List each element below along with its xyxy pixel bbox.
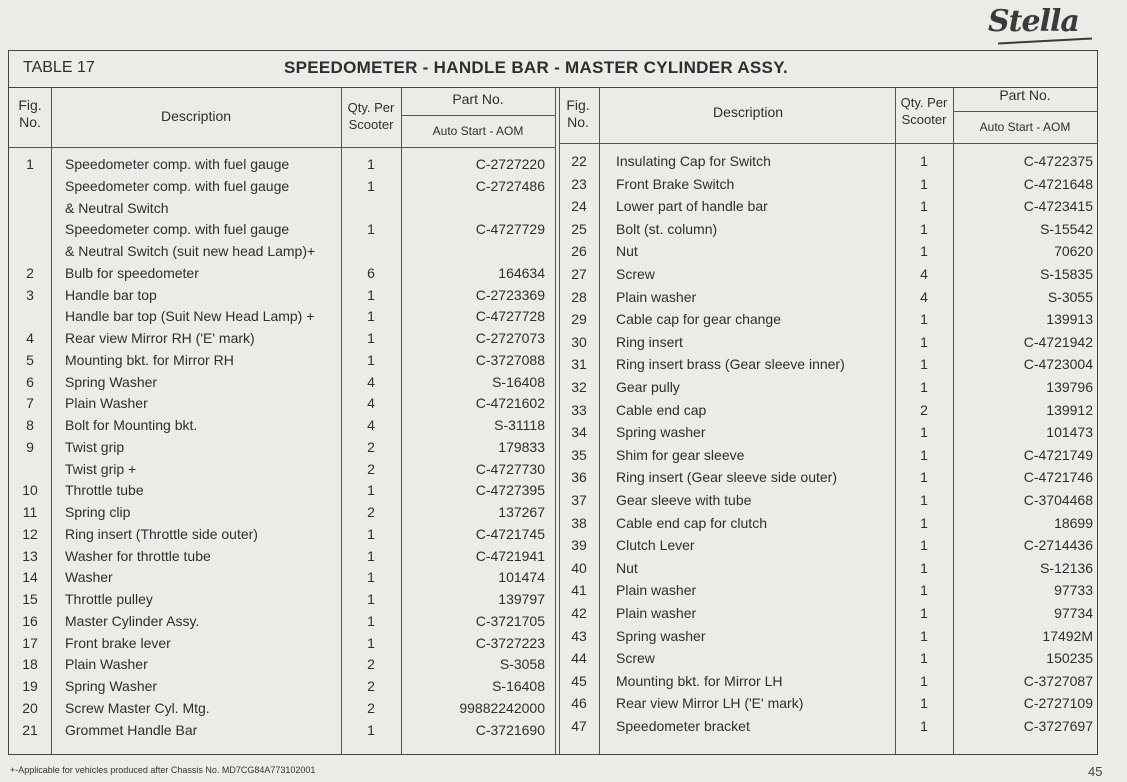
page-number: 45 bbox=[1088, 764, 1103, 779]
row-fig: 14 bbox=[22, 569, 38, 586]
row-qty: 1 bbox=[367, 634, 375, 651]
row-part-number: C-4721602 bbox=[475, 395, 545, 412]
row-description: Lower part of handle bar bbox=[616, 198, 768, 215]
row-fig: 24 bbox=[571, 198, 587, 215]
row-part-number: S-16408 bbox=[492, 678, 545, 694]
row-qty: 1 bbox=[920, 672, 928, 689]
row-fig bbox=[9, 219, 51, 239]
row-description: Nut bbox=[616, 243, 638, 260]
row-description: Gear pully bbox=[616, 379, 680, 395]
row-description: Plain washer bbox=[616, 288, 697, 305]
row-fig: 26 bbox=[571, 243, 587, 260]
row-part-number: C-4723004 bbox=[1023, 356, 1093, 373]
row-description: Handle bar top bbox=[65, 286, 157, 303]
row-qty: 2 bbox=[367, 504, 375, 520]
row-fig: 22 bbox=[571, 153, 587, 169]
row-qty: 2 bbox=[367, 678, 375, 694]
row-part-number: C-4722375 bbox=[1023, 153, 1093, 169]
parts-table bbox=[8, 50, 1098, 755]
row-fig: 47 bbox=[571, 718, 587, 734]
row-description: Ring insert (Throttle side outer) bbox=[65, 525, 258, 542]
row-qty: 4 bbox=[367, 373, 375, 390]
row-fig: 45 bbox=[571, 672, 587, 689]
row-part-number: 101474 bbox=[498, 569, 545, 586]
row-qty: 1 bbox=[367, 612, 375, 629]
row-fig: 19 bbox=[22, 678, 38, 694]
row-qty: 1 bbox=[920, 650, 928, 667]
row-part-number: 139796 bbox=[1046, 379, 1093, 395]
header-bottom-line bbox=[559, 143, 1097, 144]
row-fig: 33 bbox=[571, 401, 587, 418]
row-qty: 1 bbox=[920, 356, 928, 373]
row-qty: 1 bbox=[367, 721, 375, 738]
row-description: Mounting bkt. for Mirror RH bbox=[65, 351, 234, 368]
row-qty: 1 bbox=[920, 718, 928, 734]
row-qty: 1 bbox=[920, 446, 928, 463]
row-description: Front Brake Switch bbox=[616, 175, 735, 192]
row-part-number: S-15542 bbox=[1040, 220, 1093, 237]
row-part-number: C-2727073 bbox=[475, 330, 545, 346]
row-part-number bbox=[405, 198, 545, 218]
row-description: Cable end cap for clutch bbox=[616, 514, 767, 531]
header-bottom-line bbox=[9, 147, 555, 148]
row-qty: 1 bbox=[920, 492, 928, 508]
row-part-number: 97733 bbox=[1054, 582, 1093, 599]
row-fig: 10 bbox=[22, 482, 38, 499]
row-qty: 4 bbox=[920, 266, 928, 282]
row-fig: 9 bbox=[26, 438, 34, 455]
row-description: Plain washer bbox=[616, 582, 697, 599]
row-fig: 35 bbox=[571, 446, 587, 463]
row-part-number: S-15835 bbox=[1040, 266, 1093, 282]
row-qty: 1 bbox=[920, 153, 928, 169]
row-fig: 16 bbox=[22, 612, 38, 629]
row-qty: 1 bbox=[367, 286, 375, 303]
row-description: Bolt for Mounting bkt. bbox=[65, 417, 198, 433]
row-qty: 1 bbox=[367, 330, 375, 346]
row-fig bbox=[9, 198, 51, 218]
row-description: Insulating Cap for Switch bbox=[616, 153, 771, 169]
row-fig: 30 bbox=[571, 333, 587, 350]
row-qty: 1 bbox=[920, 175, 928, 192]
row-part-number: C-2714436 bbox=[1023, 537, 1093, 554]
row-qty: 1 bbox=[920, 469, 928, 486]
row-qty: 1 bbox=[920, 582, 928, 599]
partno-divider bbox=[953, 111, 1097, 112]
row-description: Speedometer bracket bbox=[616, 718, 750, 734]
row-fig: 20 bbox=[22, 699, 38, 716]
row-qty: 1 bbox=[920, 695, 928, 712]
row-description: Handle bar top (Suit New Head Lamp) + bbox=[65, 308, 315, 325]
row-qty: 6 bbox=[367, 264, 375, 281]
column-divider bbox=[401, 87, 402, 754]
row-description: Ring insert (Gear sleeve side outer) bbox=[616, 469, 837, 486]
header-partno-left: Part No. bbox=[452, 91, 504, 107]
row-part-number: C-4721941 bbox=[475, 547, 545, 564]
row-description: Spring Washer bbox=[65, 373, 158, 390]
row-part-number: S-12136 bbox=[1040, 559, 1093, 576]
row-description: Twist grip bbox=[65, 438, 125, 455]
row-description: Bolt (st. column) bbox=[616, 220, 718, 237]
row-part-number: 150235 bbox=[1046, 650, 1093, 667]
row-part-number: C-4727395 bbox=[475, 482, 545, 499]
row-part-number: C-4727728 bbox=[475, 308, 545, 325]
row-fig: 4 bbox=[26, 330, 34, 346]
row-part-number: C-3721705 bbox=[475, 612, 545, 629]
header-qty-left: Qty. Per Scooter bbox=[347, 100, 395, 132]
brand-logo: Stella bbox=[988, 4, 1098, 44]
row-fig: 18 bbox=[22, 656, 38, 673]
header-partno-right: Part No. bbox=[999, 87, 1051, 103]
row-description: Screw Master Cyl. Mtg. bbox=[65, 699, 210, 716]
column-divider bbox=[599, 87, 600, 754]
row-part-number: 139913 bbox=[1046, 311, 1093, 328]
row-fig: 46 bbox=[571, 695, 587, 712]
row-fig: 11 bbox=[22, 504, 38, 520]
row-fig: 34 bbox=[571, 424, 587, 441]
row-description: Spring Washer bbox=[65, 678, 158, 694]
row-part-number: C-2727109 bbox=[1023, 695, 1093, 712]
row-part-number: C-4727730 bbox=[475, 460, 545, 477]
row-description: Throttle pulley bbox=[65, 591, 153, 607]
row-description: Front brake lever bbox=[65, 634, 171, 651]
row-fig: 38 bbox=[571, 514, 587, 531]
row-fig: 17 bbox=[22, 634, 38, 651]
row-fig: 29 bbox=[571, 311, 587, 328]
row-description: Rear view Mirror LH ('E' mark) bbox=[616, 695, 804, 712]
row-fig: 31 bbox=[571, 356, 587, 373]
row-fig bbox=[9, 459, 51, 479]
row-description: Ring insert brass (Gear sleeve inner) bbox=[616, 356, 845, 373]
column-divider bbox=[51, 87, 52, 754]
row-fig: 13 bbox=[22, 547, 38, 564]
row-qty: 1 bbox=[367, 221, 375, 238]
row-fig: 15 bbox=[22, 591, 38, 607]
partno-divider bbox=[401, 115, 555, 116]
row-part-number: C-4721942 bbox=[1023, 333, 1093, 350]
row-description: Shim for gear sleeve bbox=[616, 446, 745, 463]
table-title: SPEEDOMETER - HANDLE BAR - MASTER CYLINDER ASSY. bbox=[284, 58, 788, 77]
row-qty: 1 bbox=[367, 351, 375, 368]
row-description: Speedometer comp. with fuel gauge bbox=[65, 221, 290, 238]
row-part-number: C-2723369 bbox=[475, 286, 545, 303]
row-part-number: 17492M bbox=[1042, 627, 1093, 644]
row-part-number: C-3704468 bbox=[1023, 492, 1093, 508]
row-fig: 5 bbox=[26, 351, 34, 368]
row-qty bbox=[341, 198, 401, 218]
row-fig: 25 bbox=[571, 220, 587, 237]
row-fig: 27 bbox=[571, 266, 587, 282]
column-divider bbox=[555, 87, 556, 754]
row-part-number: 101473 bbox=[1046, 424, 1093, 441]
row-qty: 1 bbox=[367, 525, 375, 542]
row-part-number: 97734 bbox=[1054, 605, 1093, 621]
row-fig: 28 bbox=[571, 288, 587, 305]
row-description: Washer for throttle tube bbox=[65, 547, 211, 564]
row-fig bbox=[9, 306, 51, 326]
row-qty: 1 bbox=[367, 482, 375, 499]
row-description: Speedometer comp. with fuel gauge bbox=[65, 177, 290, 194]
row-qty: 1 bbox=[920, 333, 928, 350]
row-fig: 37 bbox=[571, 492, 587, 508]
row-description: Plain washer bbox=[616, 605, 697, 621]
row-part-number: 139912 bbox=[1046, 401, 1093, 418]
row-description: Spring clip bbox=[65, 504, 131, 520]
footnote: +-Applicable for vehicles produced after Chassis No. MD7CG84A773102001 bbox=[10, 765, 316, 775]
row-part-number: 70620 bbox=[1054, 243, 1093, 260]
row-fig: 44 bbox=[571, 650, 587, 667]
header-autostart-right: Auto Start - AOM bbox=[979, 120, 1071, 134]
row-fig: 8 bbox=[26, 417, 34, 433]
row-fig: 7 bbox=[26, 395, 34, 412]
row-qty: 2 bbox=[367, 438, 375, 455]
row-fig: 3 bbox=[26, 286, 34, 303]
row-qty: 2 bbox=[367, 656, 375, 673]
row-part-number: 179833 bbox=[498, 438, 545, 455]
row-qty: 1 bbox=[367, 569, 375, 586]
row-qty: 4 bbox=[367, 417, 375, 433]
row-part-number: C-3727087 bbox=[1023, 672, 1093, 689]
row-part-number bbox=[405, 241, 545, 261]
row-qty: 2 bbox=[367, 460, 375, 477]
row-fig: 21 bbox=[22, 721, 38, 738]
row-fig: 1 bbox=[26, 156, 34, 172]
row-qty: 1 bbox=[920, 311, 928, 328]
row-qty: 1 bbox=[920, 559, 928, 576]
row-part-number: 99882242000 bbox=[459, 699, 545, 716]
row-description: Speedometer comp. with fuel gauge bbox=[65, 156, 290, 172]
row-description: Ring insert bbox=[616, 333, 683, 350]
row-part-number: S-3058 bbox=[499, 656, 545, 673]
row-fig: 40 bbox=[571, 559, 587, 576]
row-qty: 1 bbox=[920, 198, 928, 215]
row-description: Twist grip + bbox=[65, 460, 137, 477]
row-fig bbox=[9, 241, 51, 261]
row-part-number: S-3055 bbox=[1047, 288, 1093, 305]
header-fig-right: Fig. No. bbox=[566, 97, 590, 130]
row-fig: 36 bbox=[571, 469, 587, 486]
header-description-left: Description bbox=[160, 108, 232, 124]
row-part-number: C-4721648 bbox=[1023, 175, 1093, 192]
row-fig bbox=[9, 176, 51, 196]
row-description: Plain Washer bbox=[65, 395, 148, 412]
row-qty: 2 bbox=[920, 401, 928, 418]
row-description: Washer bbox=[65, 569, 113, 586]
row-qty: 1 bbox=[920, 424, 928, 441]
row-part-number: 139797 bbox=[498, 591, 545, 607]
row-part-number: C-4721745 bbox=[475, 525, 545, 542]
row-fig: 12 bbox=[22, 525, 38, 542]
header-qty-right: Qty. Per Scooter bbox=[900, 95, 948, 127]
row-fig: 39 bbox=[571, 537, 587, 554]
row-fig: 32 bbox=[571, 379, 587, 395]
row-description: Throttle tube bbox=[65, 482, 144, 499]
row-qty: 1 bbox=[367, 591, 375, 607]
row-description: Bulb for speedometer bbox=[65, 264, 199, 281]
row-fig: 42 bbox=[571, 605, 587, 621]
row-qty: 1 bbox=[920, 627, 928, 644]
row-description: Screw bbox=[616, 650, 655, 667]
row-description: & Neutral Switch bbox=[65, 199, 169, 216]
row-qty: 1 bbox=[367, 308, 375, 325]
row-fig: 6 bbox=[26, 373, 34, 390]
row-description: Cable end cap bbox=[616, 401, 707, 418]
row-description: Mounting bkt. for Mirror LH bbox=[616, 672, 783, 689]
row-part-number: C-4721749 bbox=[1023, 446, 1093, 463]
row-qty: 1 bbox=[920, 379, 928, 395]
row-qty: 4 bbox=[367, 395, 375, 412]
row-qty: 1 bbox=[920, 243, 928, 260]
row-fig: 43 bbox=[571, 627, 587, 644]
row-qty: 1 bbox=[367, 156, 375, 172]
row-part-number: S-31118 bbox=[494, 417, 545, 433]
row-qty: 1 bbox=[367, 547, 375, 564]
row-fig: 2 bbox=[26, 264, 34, 281]
header-autostart-left: Auto Start - AOM bbox=[432, 124, 524, 138]
table-number: TABLE 17 bbox=[23, 59, 95, 76]
row-fig: 23 bbox=[571, 175, 587, 192]
row-part-number: S-16408 bbox=[492, 373, 545, 390]
row-part-number: C-2727486 bbox=[475, 177, 545, 194]
header-description-right: Description bbox=[712, 104, 784, 120]
row-description: Cable cap for gear change bbox=[616, 311, 781, 328]
row-description: Grommet Handle Bar bbox=[65, 721, 198, 738]
row-qty: 2 bbox=[367, 699, 375, 716]
row-part-number: C-3721690 bbox=[475, 721, 545, 738]
row-description: Clutch Lever bbox=[616, 537, 695, 554]
row-description: Gear sleeve with tube bbox=[616, 492, 752, 508]
row-part-number: C-4727729 bbox=[475, 221, 545, 238]
row-description: Plain Washer bbox=[65, 656, 148, 673]
row-description: Screw bbox=[616, 266, 655, 282]
row-part-number: 18699 bbox=[1054, 514, 1093, 531]
table-title-row bbox=[9, 51, 1097, 88]
row-qty: 4 bbox=[920, 288, 928, 305]
column-divider bbox=[953, 87, 954, 754]
row-qty: 1 bbox=[920, 220, 928, 237]
row-part-number: 137267 bbox=[498, 504, 545, 520]
row-part-number: C-3727088 bbox=[475, 351, 545, 368]
row-qty bbox=[341, 241, 401, 261]
row-part-number: C-4723415 bbox=[1023, 198, 1093, 215]
row-part-number: 164634 bbox=[498, 264, 545, 281]
row-part-number: C-3727697 bbox=[1023, 718, 1093, 734]
row-qty: 1 bbox=[920, 537, 928, 554]
header-fig-left: Fig. No. bbox=[18, 97, 42, 130]
row-description: Spring washer bbox=[616, 424, 706, 441]
row-description: Master Cylinder Assy. bbox=[65, 612, 200, 629]
row-description: & Neutral Switch (suit new head Lamp)+ bbox=[65, 243, 316, 259]
row-qty: 1 bbox=[920, 605, 928, 621]
row-description: Spring washer bbox=[616, 627, 706, 644]
row-part-number: C-4721746 bbox=[1023, 469, 1093, 486]
row-description: Nut bbox=[616, 559, 638, 576]
row-qty: 1 bbox=[367, 177, 375, 194]
row-fig: 41 bbox=[571, 582, 587, 599]
row-qty: 1 bbox=[920, 514, 928, 531]
row-part-number: C-2727220 bbox=[475, 156, 545, 172]
row-part-number: C-3727223 bbox=[475, 634, 545, 651]
row-description: Rear view Mirror RH ('E' mark) bbox=[65, 330, 255, 346]
